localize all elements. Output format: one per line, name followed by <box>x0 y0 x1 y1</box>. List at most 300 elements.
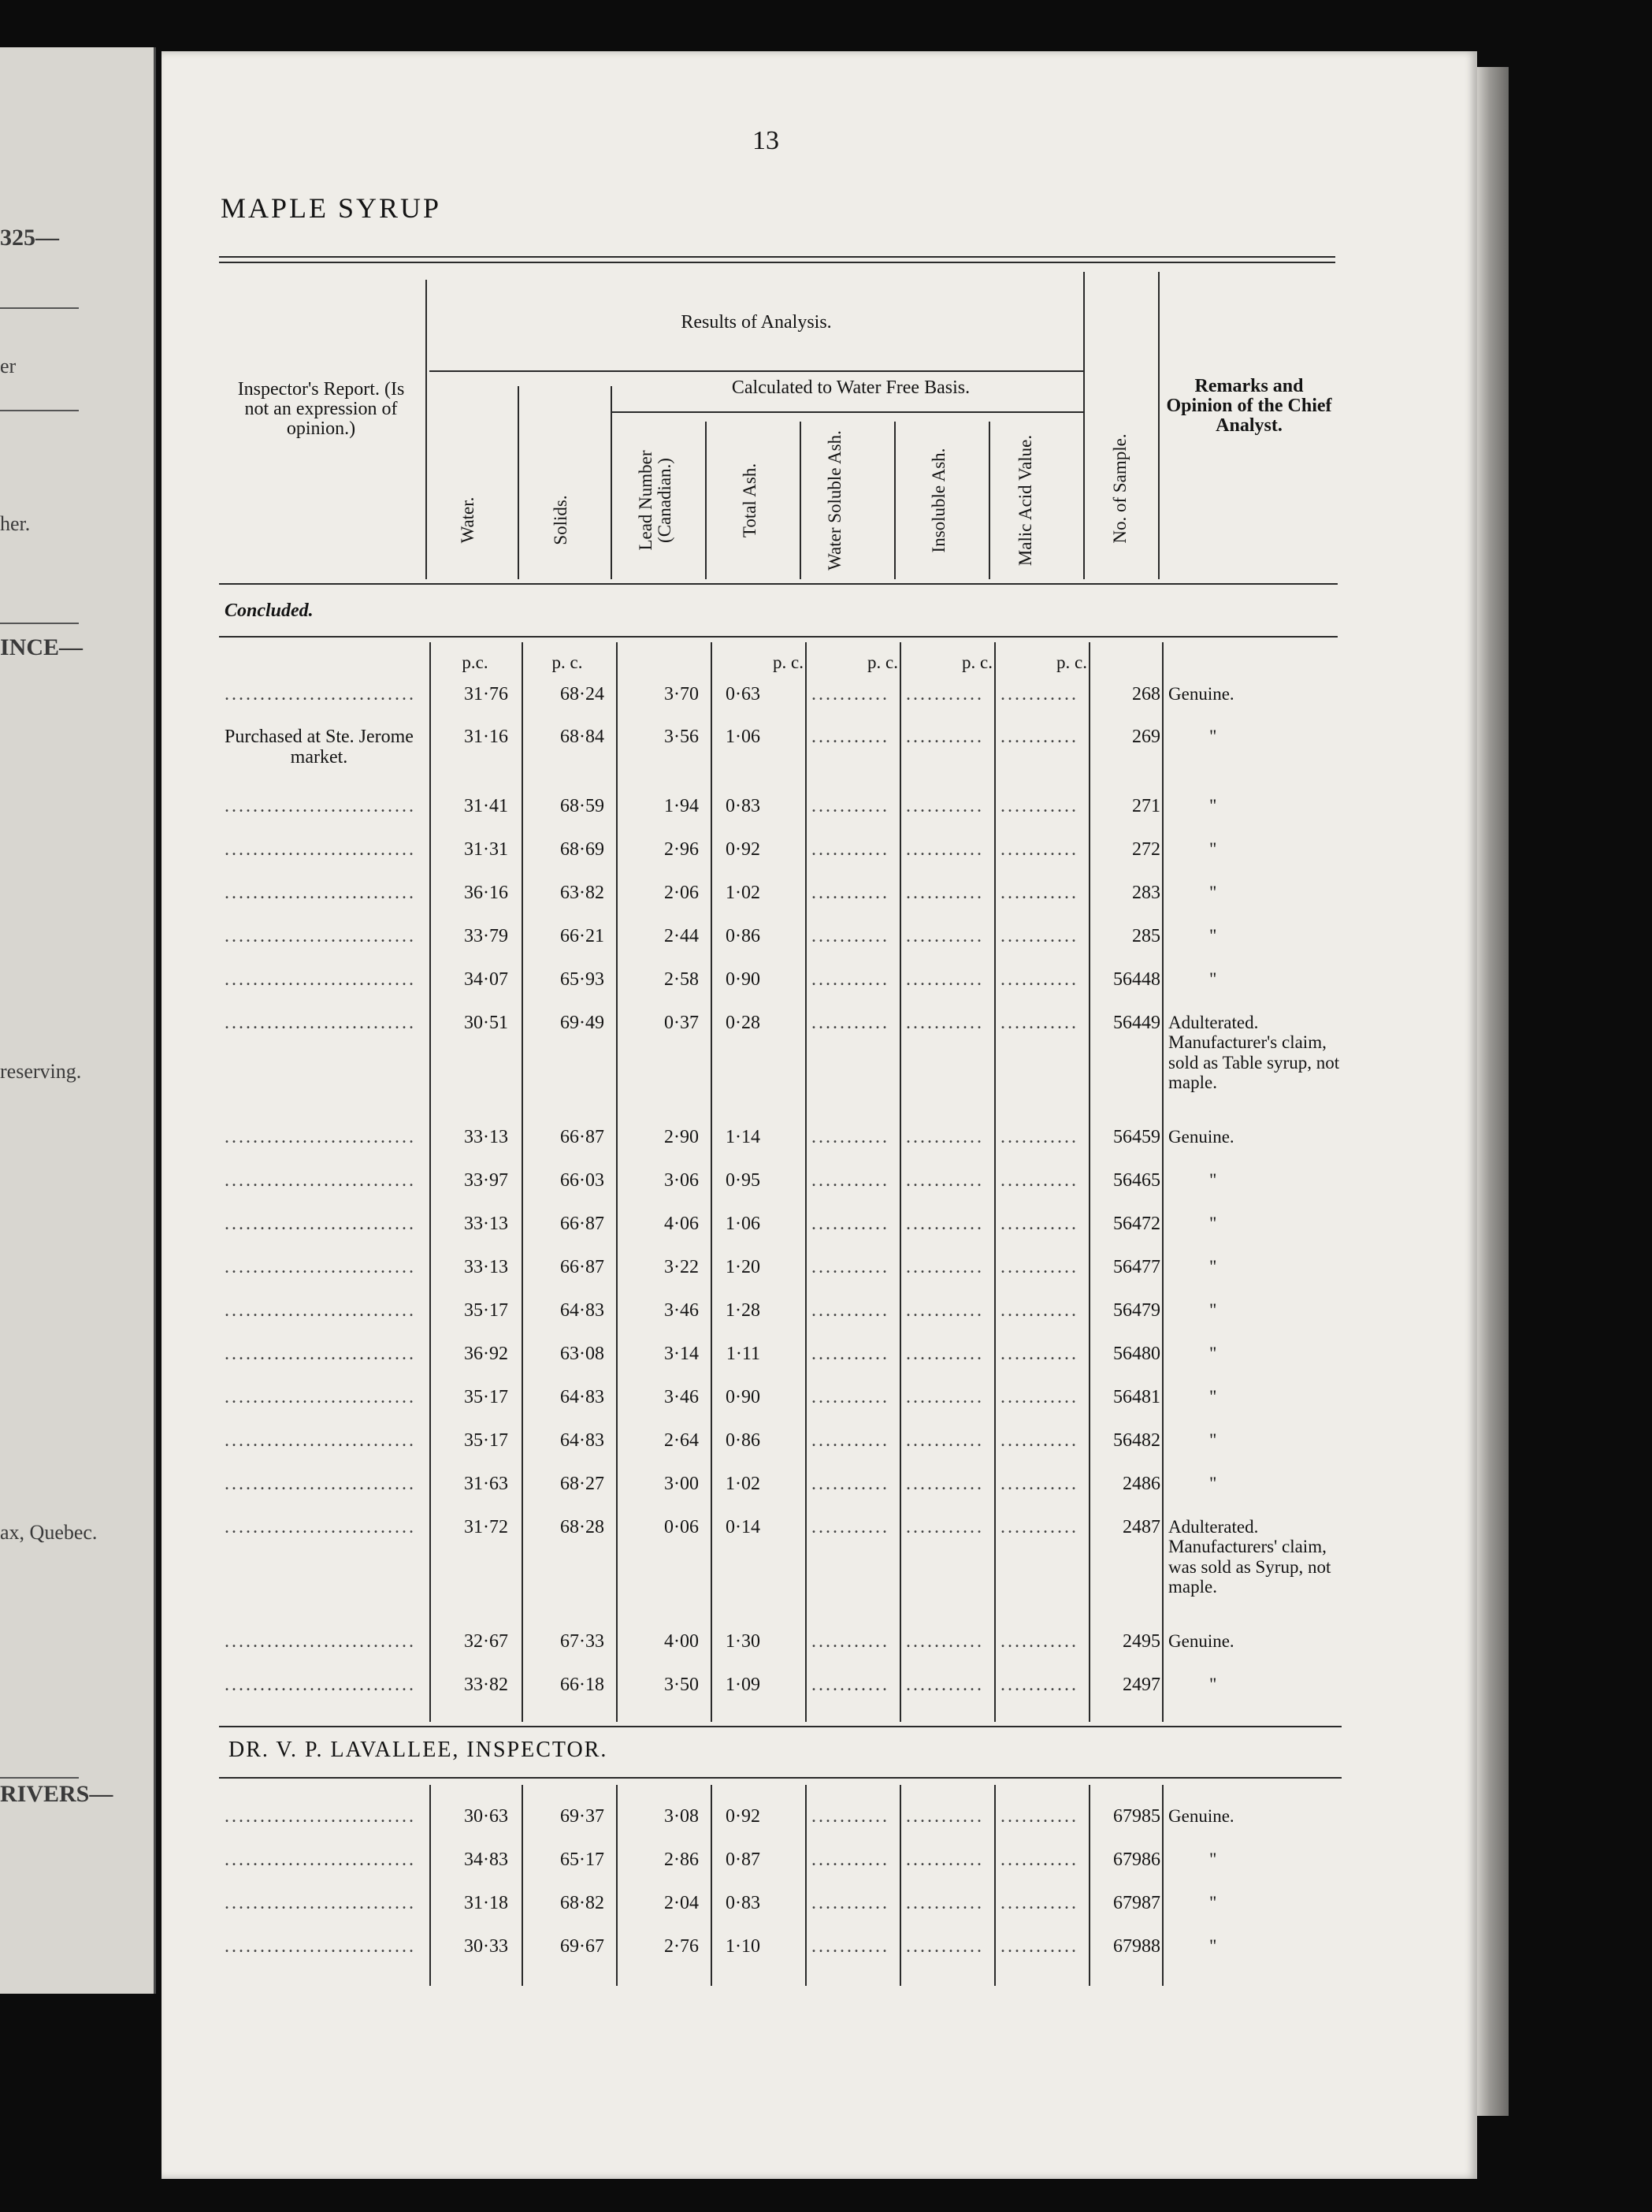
column-rule <box>616 642 618 1722</box>
remark: Adulterated. Manufacturer's claim, sold as Table syrup, not maple. <box>1168 1013 1340 1092</box>
water-value: 35·17 <box>464 1300 508 1321</box>
solids-value: 64·83 <box>560 1387 604 1407</box>
dot-leader: ........... <box>811 926 889 946</box>
divider <box>0 307 79 309</box>
dot-leader: ........... <box>811 883 889 903</box>
total-ash-value: 0·92 <box>726 839 760 860</box>
dot-leader: ........................... <box>225 684 416 704</box>
divider <box>0 410 79 411</box>
unit-insoluble-ash: p. c. <box>962 652 993 672</box>
column-rule <box>1158 272 1160 579</box>
water-value: 33·97 <box>464 1170 508 1191</box>
dot-leader: ........... <box>906 1013 984 1033</box>
dot-leader: ........... <box>811 1806 889 1827</box>
remark: " <box>1209 1850 1217 1869</box>
water-value: 35·17 <box>464 1387 508 1407</box>
column-rule <box>711 1785 712 1986</box>
water-value: 31·16 <box>464 727 508 747</box>
dot-leader: ........... <box>906 1214 984 1234</box>
dot-leader: ........................... <box>225 1474 416 1494</box>
dot-leader: ........... <box>1000 1631 1078 1652</box>
remark: Genuine. <box>1168 1806 1234 1826</box>
solids-value: 66·87 <box>560 1214 604 1234</box>
total-ash-value: 1·06 <box>726 1214 760 1234</box>
dot-leader: ........................... <box>225 1517 416 1537</box>
dot-leader: ........................... <box>225 1806 416 1827</box>
water-value: 31·63 <box>464 1474 508 1494</box>
total-ash-value: 0·63 <box>726 684 760 704</box>
inspector-report: Purchased at Ste. Jerome market. <box>225 727 414 768</box>
column-rule <box>800 422 801 579</box>
dot-leader: ........................... <box>225 883 416 903</box>
water-value: 34·83 <box>464 1850 508 1870</box>
dot-leader: ........... <box>1000 1474 1078 1494</box>
dot-leader: ........... <box>906 1170 984 1191</box>
column-rule <box>425 280 427 579</box>
dot-leader: ........... <box>1000 1517 1078 1537</box>
dot-leader: ........................... <box>225 1675 416 1695</box>
water-value: 31·76 <box>464 684 508 704</box>
dot-leader: ........................... <box>225 1300 416 1321</box>
dot-leader: ........... <box>1000 727 1078 747</box>
dot-leader: ........... <box>1000 1170 1078 1191</box>
total-ash-value: 0·83 <box>726 1893 760 1913</box>
lead-number-value: 2·58 <box>664 969 699 990</box>
dot-leader: ........... <box>906 796 984 816</box>
dot-leader: ........... <box>1000 684 1078 704</box>
sample-number: 56480 <box>1113 1344 1160 1364</box>
remark: Genuine. <box>1168 1631 1234 1651</box>
total-ash-value: 1·20 <box>726 1257 760 1277</box>
sample-number: 56477 <box>1113 1257 1160 1277</box>
sample-number: 2487 <box>1123 1517 1160 1537</box>
dot-leader: ........... <box>811 1387 889 1407</box>
total-ash-value: 1·10 <box>726 1936 760 1957</box>
concluded-label: Concluded. <box>225 600 314 621</box>
lead-number-value: 3·46 <box>664 1387 699 1407</box>
remark: " <box>1209 727 1217 746</box>
column-rule <box>522 1785 523 1986</box>
solids-value: 66·18 <box>560 1675 604 1695</box>
unit-water: p.c. <box>462 652 488 672</box>
total-ash-value: 1·30 <box>726 1631 760 1652</box>
total-ash-value: 1·14 <box>726 1127 760 1147</box>
dot-leader: ........... <box>811 1127 889 1147</box>
column-rule <box>522 642 523 1722</box>
column-rule <box>1083 272 1085 579</box>
total-ash-value: 0·90 <box>726 1387 760 1407</box>
header-insoluble-ash: Insoluble Ash. <box>929 448 949 553</box>
dot-leader: ........... <box>1000 796 1078 816</box>
dot-leader: ........... <box>1000 1675 1078 1695</box>
dot-leader: ........... <box>906 926 984 946</box>
total-ash-value: 1·06 <box>726 727 760 747</box>
column-rule <box>611 386 612 579</box>
total-ash-value: 0·95 <box>726 1170 760 1191</box>
lead-number-value: 3·50 <box>664 1675 699 1695</box>
column-rule <box>1162 1785 1164 1986</box>
column-rule <box>518 386 519 579</box>
results-rule <box>429 370 1083 372</box>
dot-leader: ........... <box>811 1675 889 1695</box>
total-ash-value: 1·02 <box>726 883 760 903</box>
remark: " <box>1209 926 1217 946</box>
solids-value: 68·24 <box>560 684 604 704</box>
water-value: 31·41 <box>464 796 508 816</box>
sample-number: 271 <box>1132 796 1160 816</box>
dot-leader: ........... <box>1000 839 1078 860</box>
dot-leader: ........... <box>906 839 984 860</box>
dot-leader: ........... <box>906 1127 984 1147</box>
solids-value: 63·82 <box>560 883 604 903</box>
total-ash-value: 0·14 <box>726 1517 760 1537</box>
dot-leader: ........... <box>906 684 984 704</box>
lead-number-value: 2·44 <box>664 926 699 946</box>
lead-number-value: 3·70 <box>664 684 699 704</box>
dot-leader: ........... <box>1000 883 1078 903</box>
sample-number: 283 <box>1132 883 1160 903</box>
water-value: 33·82 <box>464 1675 508 1695</box>
sample-number: 2495 <box>1123 1631 1160 1652</box>
dot-leader: ........................... <box>225 1170 416 1191</box>
header-remarks: Remarks and Opinion of the Chief Analyst. <box>1166 376 1332 437</box>
dot-leader: ........................... <box>225 1631 416 1652</box>
sample-number: 56459 <box>1113 1127 1160 1147</box>
water-value: 33·13 <box>464 1127 508 1147</box>
dot-leader: ........... <box>906 969 984 990</box>
remark: " <box>1209 796 1217 816</box>
dot-leader: ........... <box>811 1214 889 1234</box>
left-fragment: reserving. <box>0 1060 82 1083</box>
sample-number: 56482 <box>1113 1430 1160 1451</box>
water-value: 30·33 <box>464 1936 508 1957</box>
column-rule <box>711 642 712 1722</box>
total-ash-value: 0·86 <box>726 926 760 946</box>
dot-leader: ........... <box>906 1675 984 1695</box>
solids-value: 69·67 <box>560 1936 604 1957</box>
section-title: DR. V. P. LAVALLEE, INSPECTOR. <box>228 1738 608 1762</box>
total-ash-value: 1·11 <box>726 1344 760 1364</box>
dot-leader: ........... <box>906 1430 984 1451</box>
dot-leader: ........... <box>906 1257 984 1277</box>
sample-number: 67987 <box>1113 1893 1160 1913</box>
column-rule <box>805 642 807 1722</box>
page-number: 13 <box>752 126 779 155</box>
dot-leader: ........... <box>811 1013 889 1033</box>
sample-number: 56479 <box>1113 1300 1160 1321</box>
lead-number-value: 1·94 <box>664 796 699 816</box>
dot-leader: ........... <box>1000 1806 1078 1827</box>
remark: " <box>1209 883 1217 902</box>
lead-number-value: 2·86 <box>664 1850 699 1870</box>
left-fragment: her. <box>0 512 31 535</box>
lead-number-value: 0·37 <box>664 1013 699 1033</box>
water-value: 30·63 <box>464 1806 508 1827</box>
dot-leader: ........................... <box>225 1344 416 1364</box>
header-bottom-rule <box>219 583 1338 585</box>
lead-number-value: 3·06 <box>664 1170 699 1191</box>
remark: " <box>1209 1300 1217 1320</box>
remark: " <box>1209 1257 1217 1277</box>
column-rule <box>429 642 431 1722</box>
remark: " <box>1209 1474 1217 1493</box>
sample-number: 2497 <box>1123 1675 1160 1695</box>
sample-number: 56472 <box>1113 1214 1160 1234</box>
water-value: 34·07 <box>464 969 508 990</box>
dot-leader: ........................... <box>225 1936 416 1957</box>
dot-leader: ........... <box>811 1344 889 1364</box>
left-facing-page <box>0 47 156 1994</box>
column-rule <box>705 422 707 579</box>
dot-leader: ........................... <box>225 926 416 946</box>
dot-leader: ........................... <box>225 839 416 860</box>
dot-leader: ........... <box>811 1936 889 1957</box>
remark: Genuine. <box>1168 1127 1234 1147</box>
dot-leader: ........... <box>1000 1936 1078 1957</box>
remark: " <box>1209 1214 1217 1233</box>
solids-value: 69·37 <box>560 1806 604 1827</box>
remark: " <box>1209 839 1217 859</box>
sample-number: 285 <box>1132 926 1160 946</box>
lead-number-value: 2·06 <box>664 883 699 903</box>
lead-number-value: 4·06 <box>664 1214 699 1234</box>
water-value: 35·17 <box>464 1430 508 1451</box>
lead-number-value: 3·14 <box>664 1344 699 1364</box>
dot-leader: ........... <box>1000 1257 1078 1277</box>
dot-leader: ........... <box>906 1893 984 1913</box>
dot-leader: ........... <box>811 1257 889 1277</box>
dot-leader: ........... <box>811 796 889 816</box>
remark: " <box>1209 1430 1217 1450</box>
dot-leader: ........... <box>1000 1013 1078 1033</box>
total-ash-value: 1·09 <box>726 1675 760 1695</box>
dot-leader: ........... <box>1000 1430 1078 1451</box>
remark: " <box>1209 1387 1217 1407</box>
solids-value: 65·17 <box>560 1850 604 1870</box>
dot-leader: ........................... <box>225 969 416 990</box>
dot-leader: ........................... <box>225 1127 416 1147</box>
solids-value: 68·28 <box>560 1517 604 1537</box>
dot-leader: ........... <box>906 1300 984 1321</box>
water-value: 32·67 <box>464 1631 508 1652</box>
remark: " <box>1209 1893 1217 1913</box>
table-top-rule <box>219 262 1335 263</box>
solids-value: 66·03 <box>560 1170 604 1191</box>
solids-value: 63·08 <box>560 1344 604 1364</box>
dot-leader: ........... <box>811 727 889 747</box>
column-rule <box>1162 642 1164 1722</box>
column-rule <box>616 1785 618 1986</box>
column-rule <box>1089 642 1090 1722</box>
column-rule <box>900 642 901 1722</box>
water-value: 33·13 <box>464 1214 508 1234</box>
dot-leader: ........... <box>1000 1214 1078 1234</box>
remark: " <box>1209 1170 1217 1190</box>
water-value: 33·79 <box>464 926 508 946</box>
left-fragment: 325— <box>0 225 59 251</box>
header-water: Water. <box>458 496 477 544</box>
lead-number-value: 3·22 <box>664 1257 699 1277</box>
left-fragment: ax, Quebec. <box>0 1521 98 1544</box>
header-results-of-analysis: Results of Analysis. <box>681 312 832 333</box>
water-value: 36·92 <box>464 1344 508 1364</box>
dot-leader: ........... <box>906 1387 984 1407</box>
dot-leader: ........... <box>811 1631 889 1652</box>
unit-water-soluble-ash: p. c. <box>867 652 898 672</box>
dot-leader: ........... <box>1000 969 1078 990</box>
column-rule <box>994 1785 996 1986</box>
lead-number-value: 4·00 <box>664 1631 699 1652</box>
sample-number: 67986 <box>1113 1850 1160 1870</box>
water-value: 31·18 <box>464 1893 508 1913</box>
total-ash-value: 0·28 <box>726 1013 760 1033</box>
solids-value: 68·82 <box>560 1893 604 1913</box>
sample-number: 268 <box>1132 684 1160 704</box>
solids-value: 69·49 <box>560 1013 604 1033</box>
dot-leader: ........... <box>811 1430 889 1451</box>
dot-leader: ........................... <box>225 1214 416 1234</box>
water-value: 36·16 <box>464 883 508 903</box>
dot-leader: ........... <box>906 1517 984 1537</box>
dot-leader: ........... <box>811 1170 889 1191</box>
solids-value: 66·87 <box>560 1257 604 1277</box>
divider <box>0 623 79 624</box>
solids-value: 64·83 <box>560 1300 604 1321</box>
sample-number: 56465 <box>1113 1170 1160 1191</box>
solids-value: 68·27 <box>560 1474 604 1494</box>
left-fragment: RIVERS— <box>0 1781 113 1807</box>
lead-number-value: 2·96 <box>664 839 699 860</box>
dot-leader: ........... <box>1000 1300 1078 1321</box>
lead-number-value: 0·06 <box>664 1517 699 1537</box>
dot-leader: ........... <box>906 727 984 747</box>
left-fragment: er <box>0 355 17 377</box>
left-fragment: INCE— <box>0 634 84 660</box>
header-water-free-basis: Calculated to Water Free Basis. <box>731 377 971 398</box>
dot-leader: ........... <box>811 839 889 860</box>
lead-number-value: 3·00 <box>664 1474 699 1494</box>
lead-number-value: 2·76 <box>664 1936 699 1957</box>
subhead-rule <box>219 636 1338 638</box>
waterfree-rule <box>611 411 1083 413</box>
solids-value: 66·21 <box>560 926 604 946</box>
dot-leader: ........................... <box>225 1893 416 1913</box>
total-ash-value: 0·86 <box>726 1430 760 1451</box>
header-inspector-report: Inspector's Report. (Is not an expression of opinion.) <box>237 379 405 440</box>
total-ash-value: 0·92 <box>726 1806 760 1827</box>
dot-leader: ........................... <box>225 1850 416 1870</box>
dot-leader: ........... <box>906 1344 984 1364</box>
header-total-ash: Total Ash. <box>740 463 759 538</box>
dot-leader: ........... <box>906 883 984 903</box>
solids-value: 68·59 <box>560 796 604 816</box>
water-value: 33·13 <box>464 1257 508 1277</box>
dot-leader: ........... <box>906 1936 984 1957</box>
sample-number: 56449 <box>1113 1013 1160 1033</box>
column-rule <box>1089 1785 1090 1986</box>
dot-leader: ........... <box>1000 1344 1078 1364</box>
lead-number-value: 3·56 <box>664 727 699 747</box>
dot-leader: ........... <box>1000 1127 1078 1147</box>
page-edge <box>1477 67 1509 2116</box>
solids-value: 68·69 <box>560 839 604 860</box>
header-water-soluble-ash: Water Soluble Ash. <box>825 430 845 571</box>
dot-leader: ........... <box>1000 926 1078 946</box>
header-malic-acid-value: Malic Acid Value. <box>1015 434 1035 567</box>
remark: " <box>1209 1344 1217 1363</box>
dot-leader: ........... <box>906 1474 984 1494</box>
section-rule <box>219 1726 1342 1727</box>
dot-leader: ........................... <box>225 1257 416 1277</box>
remark: " <box>1209 1936 1217 1956</box>
column-rule <box>994 642 996 1722</box>
water-value: 31·31 <box>464 839 508 860</box>
total-ash-value: 1·28 <box>726 1300 760 1321</box>
header-lead-number: Lead Number (Canadian.) <box>636 450 675 551</box>
solids-value: 65·93 <box>560 969 604 990</box>
solids-value: 66·87 <box>560 1127 604 1147</box>
total-ash-value: 0·83 <box>726 796 760 816</box>
dot-leader: ........... <box>906 1850 984 1870</box>
column-rule <box>900 1785 901 1986</box>
dot-leader: ........... <box>811 969 889 990</box>
lead-number-value: 3·46 <box>664 1300 699 1321</box>
header-sample-number: No. of Sample. <box>1110 433 1130 544</box>
water-value: 31·72 <box>464 1517 508 1537</box>
remark: Adulterated. Manufacturers' claim, was sold as Syrup, not maple. <box>1168 1517 1331 1597</box>
sample-number: 67985 <box>1113 1806 1160 1827</box>
unit-malic: p. c. <box>1056 652 1087 672</box>
column-rule <box>429 1785 431 1986</box>
table-top-rule <box>219 256 1335 258</box>
lead-number-value: 3·08 <box>664 1806 699 1827</box>
sample-number: 2486 <box>1123 1474 1160 1494</box>
lead-number-value: 2·04 <box>664 1893 699 1913</box>
solids-value: 68·84 <box>560 727 604 747</box>
dot-leader: ........... <box>811 684 889 704</box>
column-rule <box>894 422 896 579</box>
solids-value: 67·33 <box>560 1631 604 1652</box>
dot-leader: ........... <box>811 1893 889 1913</box>
unit-total-ash: p. c. <box>773 652 804 672</box>
water-value: 30·51 <box>464 1013 508 1033</box>
sample-number: 269 <box>1132 727 1160 747</box>
sample-number: 56481 <box>1113 1387 1160 1407</box>
dot-leader: ........... <box>906 1631 984 1652</box>
dot-leader: ........................... <box>225 796 416 816</box>
remark: Genuine. <box>1168 684 1234 704</box>
solids-value: 64·83 <box>560 1430 604 1451</box>
column-rule <box>805 1785 807 1986</box>
dot-leader: ........... <box>811 1517 889 1537</box>
lead-number-value: 2·64 <box>664 1430 699 1451</box>
total-ash-value: 1·02 <box>726 1474 760 1494</box>
sample-number: 272 <box>1132 839 1160 860</box>
remark: " <box>1209 969 1217 989</box>
dot-leader: ........... <box>1000 1893 1078 1913</box>
dot-leader: ........... <box>811 1474 889 1494</box>
dot-leader: ........................... <box>225 1013 416 1033</box>
dot-leader: ........... <box>811 1850 889 1870</box>
divider <box>0 1777 79 1779</box>
section-rule <box>219 1777 1342 1779</box>
dot-leader: ........................... <box>225 1430 416 1451</box>
dot-leader: ........... <box>811 1300 889 1321</box>
header-solids: Solids. <box>551 495 570 545</box>
dot-leader: ........... <box>1000 1387 1078 1407</box>
dot-leader: ........... <box>906 1806 984 1827</box>
total-ash-value: 0·90 <box>726 969 760 990</box>
